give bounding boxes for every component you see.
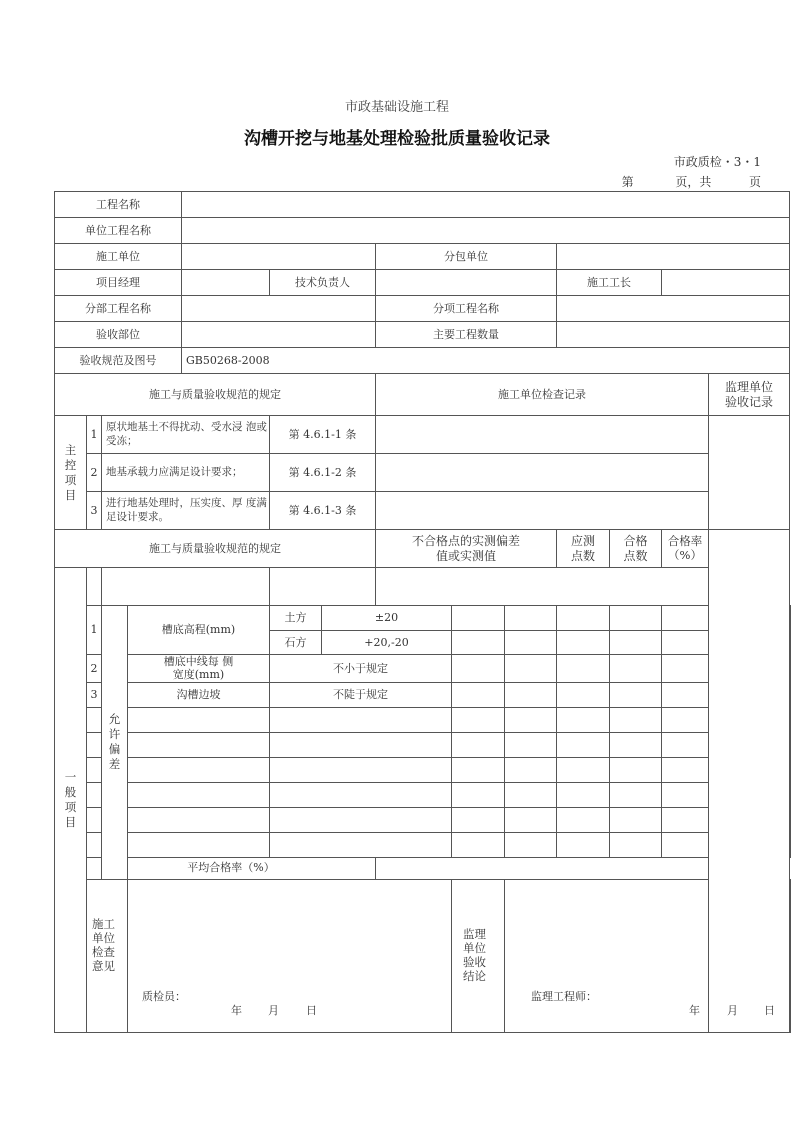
deviation-header: 不合格点的实测偏差值或实测值 (376, 530, 557, 568)
acceptance-part-label: 验收部位 (55, 322, 182, 348)
subcontract-unit-field[interactable] (557, 244, 790, 270)
supervision-conclusion-field[interactable] (505, 879, 791, 1032)
pass-rate-header: 合格率（%） (662, 530, 709, 568)
month-label: 月 (727, 1003, 738, 1017)
tolerance-value: 不小于规定 (270, 655, 452, 683)
supervision-conclusion-label: 监理单位验收结论 (452, 879, 505, 1032)
main-item-check-record[interactable] (376, 492, 709, 530)
should-points-header: 应测点数 (557, 530, 610, 568)
main-control-supervision-record[interactable] (709, 416, 790, 530)
page-info (622, 173, 761, 190)
foreman-label: 施工工长 (557, 270, 662, 296)
rules-header: 施工与质量验收规范的规定 (55, 374, 376, 416)
inspection-form (54, 191, 791, 1033)
inspector-label: 质检员： (142, 989, 186, 1003)
year-label: 年 (689, 1003, 700, 1017)
avg-pass-rate-field[interactable] (376, 857, 709, 879)
form-code: 市政质检・3・1 (673, 155, 761, 169)
supervision-record-header: 监理单位验收记录 (709, 374, 790, 416)
day-label: 日 (306, 1003, 317, 1017)
main-item-reference: 第 4.6.1-1 条 (270, 416, 376, 454)
unit-project-name-field[interactable] (182, 218, 790, 244)
project-manager-label: 项目经理 (55, 270, 182, 296)
page-end-label: 页 (748, 175, 761, 189)
project-manager-field[interactable] (182, 270, 270, 296)
main-item-number: 2 (87, 454, 102, 492)
avg-pass-rate-label: 平均合格率（%） (87, 857, 376, 879)
main-item-number: 1 (87, 416, 102, 454)
general-item-number: 2 (87, 655, 102, 683)
main-item-check-record[interactable] (376, 416, 709, 454)
main-control-label: 主控项目 (55, 416, 87, 530)
construction-unit-label: 施工单位 (55, 244, 182, 270)
general-rules-header: 施工与质量验收规范的规定 (55, 530, 376, 568)
spec-value[interactable]: GB50268-2008 (182, 348, 790, 374)
spec-label: 验收规范及图号 (55, 348, 182, 374)
soil-type-label: 土方 (270, 606, 322, 631)
tolerance-value: 不陡于规定 (270, 682, 452, 707)
unit-project-name-label: 单位工程名称 (55, 218, 182, 244)
tech-lead-field[interactable] (376, 270, 557, 296)
foreman-field[interactable] (662, 270, 790, 296)
main-item-check-record[interactable] (376, 454, 709, 492)
page-of-label: 页，共 (675, 175, 712, 189)
general-item-number: 3 (87, 682, 102, 707)
document-title: 沟槽开挖与地基处理检验批质量验收记录 (244, 129, 550, 149)
month-label: 月 (268, 1003, 279, 1017)
construction-opinion-field[interactable] (128, 879, 452, 1032)
page-no-label: 第 (621, 175, 634, 189)
construction-unit-field[interactable] (182, 244, 376, 270)
main-item-text: 地基承载力应满足设计要求； (102, 454, 270, 492)
main-item-reference: 第 4.6.1-3 条 (270, 492, 376, 530)
general-items-label: 一般项目 (55, 568, 87, 1033)
main-item-reference: 第 4.6.1-2 条 (270, 454, 376, 492)
main-item-number: 3 (87, 492, 102, 530)
tolerance-value: ±20 (322, 606, 452, 631)
construction-opinion-label: 施工单位检查意见 (87, 879, 128, 1032)
sub-project-name-field[interactable] (182, 296, 376, 322)
document-subtitle: 市政基础设施工程 (344, 100, 449, 115)
acceptance-part-field[interactable] (182, 322, 376, 348)
rock-type-label: 石方 (270, 631, 322, 655)
sub-project-name-label: 分部工程名称 (55, 296, 182, 322)
general-item-name: 沟槽边坡 (128, 682, 270, 707)
year-label: 年 (231, 1003, 242, 1017)
pass-points-header: 合格点数 (610, 530, 662, 568)
allow-deviation-label: 允许偏差 (102, 606, 128, 880)
subcontract-unit-label: 分包单位 (376, 244, 557, 270)
general-item-name: 槽底中线每 侧宽度(mm) (128, 655, 270, 683)
main-quantity-field[interactable] (557, 322, 790, 348)
tolerance-value: +20,-20 (322, 631, 452, 655)
project-name-field[interactable] (182, 192, 790, 218)
main-item-text: 进行地基处理时，压实度、厚 度满足设计要求。 (102, 492, 270, 530)
general-item-number: 1 (87, 606, 102, 655)
item-project-name-label: 分项工程名称 (376, 296, 557, 322)
item-project-name-field[interactable] (557, 296, 790, 322)
project-name-label: 工程名称 (55, 192, 182, 218)
general-item-name: 槽底高程(mm) (128, 606, 270, 655)
check-record-header: 施工单位检查记录 (376, 374, 709, 416)
tech-lead-label: 技术负责人 (270, 270, 376, 296)
day-label: 日 (764, 1003, 775, 1017)
main-item-text: 原状地基土不得扰动、受水浸 泡或受冻； (102, 416, 270, 454)
engineer-label: 监理工程师： (531, 989, 597, 1003)
main-quantity-label: 主要工程数量 (376, 322, 557, 348)
